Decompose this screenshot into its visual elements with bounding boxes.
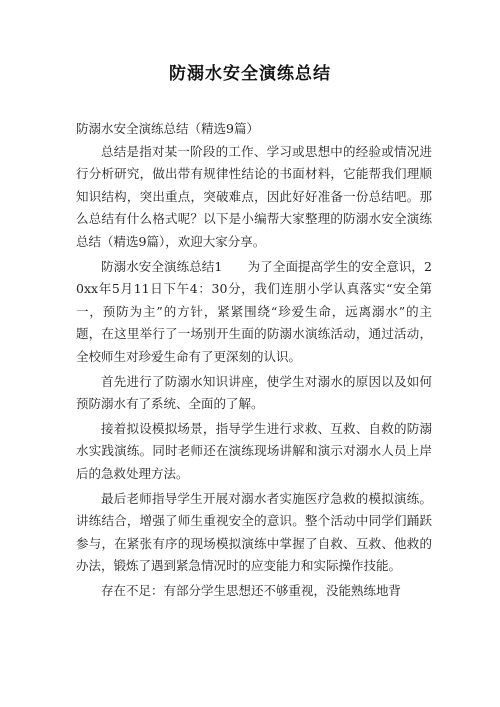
document-subtitle: 防溺水安全演练总结（精选9篇） [76,121,259,136]
document-body [76,118,432,604]
paragraph-summary-1-opening: 防溺水安全演练总结1 为了全面提高学生的安全意识，20xx年5月11日下午4：30分，我们连朋小学认真落实“安全第一，预防为主”的方针，紧紧围绕“珍爱生命，远离溺水”的主题，在这里举行了一场别开生面的防溺水演练活动，通过活动，全校师生对珍爱生命有了更深刻的认识。 [76,258,432,364]
document-title: 防溺水安全演练总结 [169,64,331,84]
paragraph-first-aid-drill: 最后老师指导学生开展对溺水者实施医疗急救的模拟演练。讲练结合，增强了师生重视安全的意识。整个活动中同学们踊跃参与，在紧张有序的现场模拟演练中掌握了自救、互救、他救的办法，锻炼了遇到紧急情况时的应变能力和实际操作技能。 [76,490,432,574]
paragraph-intro: 总结是指对某一阶段的工作、学习或思想中的经验或情况进行分析研究，做出带有规律性结论的书面材料，它能帮我们理顺知识结构，突出重点，突破难点，因此好好准备一份总结吧。那么总结有什么格式呢？以下是小编帮大家整理的防溺水安全演练总结（精选9篇），欢迎大家分享。 [76,143,432,249]
paragraph-shortcomings: 存在不足：有部分学生思想还不够重视，没能熟练地背 [101,582,402,598]
paragraph-lecture: 首先进行了防溺水知识讲座，使学生对溺水的原因以及如何预防溺水有了系统、全面的了解。 [76,373,432,412]
paragraph-simulation: 接着拟设模拟场景，指导学生进行求救、互救、自救的防溺水实践演练。同时老师还在演练现场讲解和演示对溺水人员上岸后的急救处理方法。 [76,420,432,481]
